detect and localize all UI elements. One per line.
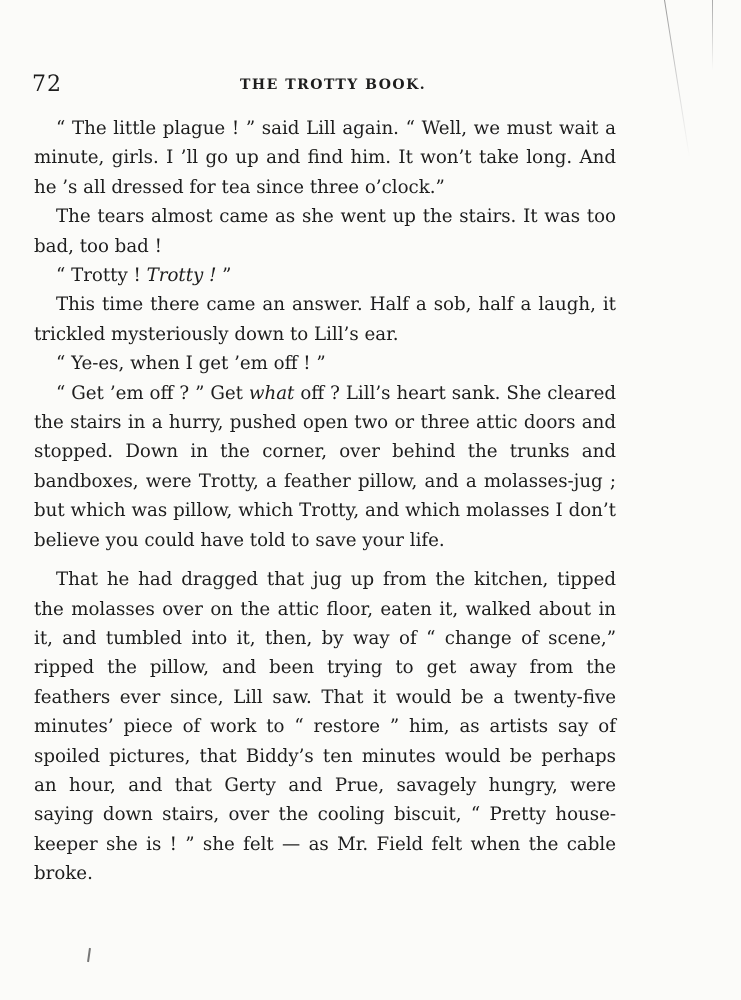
paragraph-4: [34, 290, 616, 349]
italic-run: Trotty !: [146, 265, 217, 287]
paragraph-6: [34, 379, 616, 555]
text-run: This time there came an answer. Half a sob, half a laugh, it trickled mysteriously down to Lill’s ear.: [34, 294, 616, 345]
text-run: ”: [216, 265, 232, 287]
text-run: “ The little plague ! ” said Lill again. “ Well, we must wait a minute, girls. I ’ll go up and find him. It won’t take long. And he ’s all dressed for tea since three o’clock.”: [34, 118, 616, 198]
text-run: “ Ye-es, when I get ’em off ! ”: [56, 353, 326, 375]
paragraph-3: [34, 261, 616, 290]
page-edge-mark: [712, 0, 713, 70]
paragraph-7: [34, 565, 616, 888]
italic-run: what: [248, 382, 295, 404]
text-run: “ Trotty !: [56, 265, 147, 287]
paragraph-1: [34, 114, 616, 202]
stray-ink-mark: [87, 948, 91, 962]
text-run: The tears almost came as she went up the stairs. It was too bad, too bad !: [34, 206, 616, 257]
running-head: THE TROTTY BOOK.: [240, 77, 427, 93]
page-number: 72: [32, 72, 62, 97]
page-edge-mark: [664, 0, 690, 158]
text-run: That he had dragged that jug up from the kitchen, tipped the molasses over on the attic floor, eaten it, walked about in it, and tumbled into it, then, by way of “ change of scene,” ripped the pillow, and been trying to get away from the feathers ever since, Lill saw. That it would be a twenty-five minutes’ piece of work to “ restore ” him, as artists say of spoiled pictures, that Biddy’s ten minutes would be perhaps an hour, and that Gerty and Prue, savagely hungry, were saying down stairs, over the cooling biscuit, “ Pretty house-keeper she is ! ” she felt — as Mr. Field felt when the cable broke.: [34, 569, 616, 885]
paragraph-2: [34, 202, 616, 261]
text-run: “ Get ’em off ? ” Get: [56, 382, 249, 404]
text-run: off ? Lill’s heart sank. She cleared the stairs in a hurry, pushed open two or three attic doors and stopped. Down in the corner, over behind the trunks and bandboxes, were Trotty, a feather pillow, and a molasses-jug ; but which was pillow, which Trotty, and which molasses I don’t believe you could have told to save your life.: [34, 382, 616, 551]
paragraph-5: [34, 349, 616, 378]
body-text: [34, 114, 616, 889]
